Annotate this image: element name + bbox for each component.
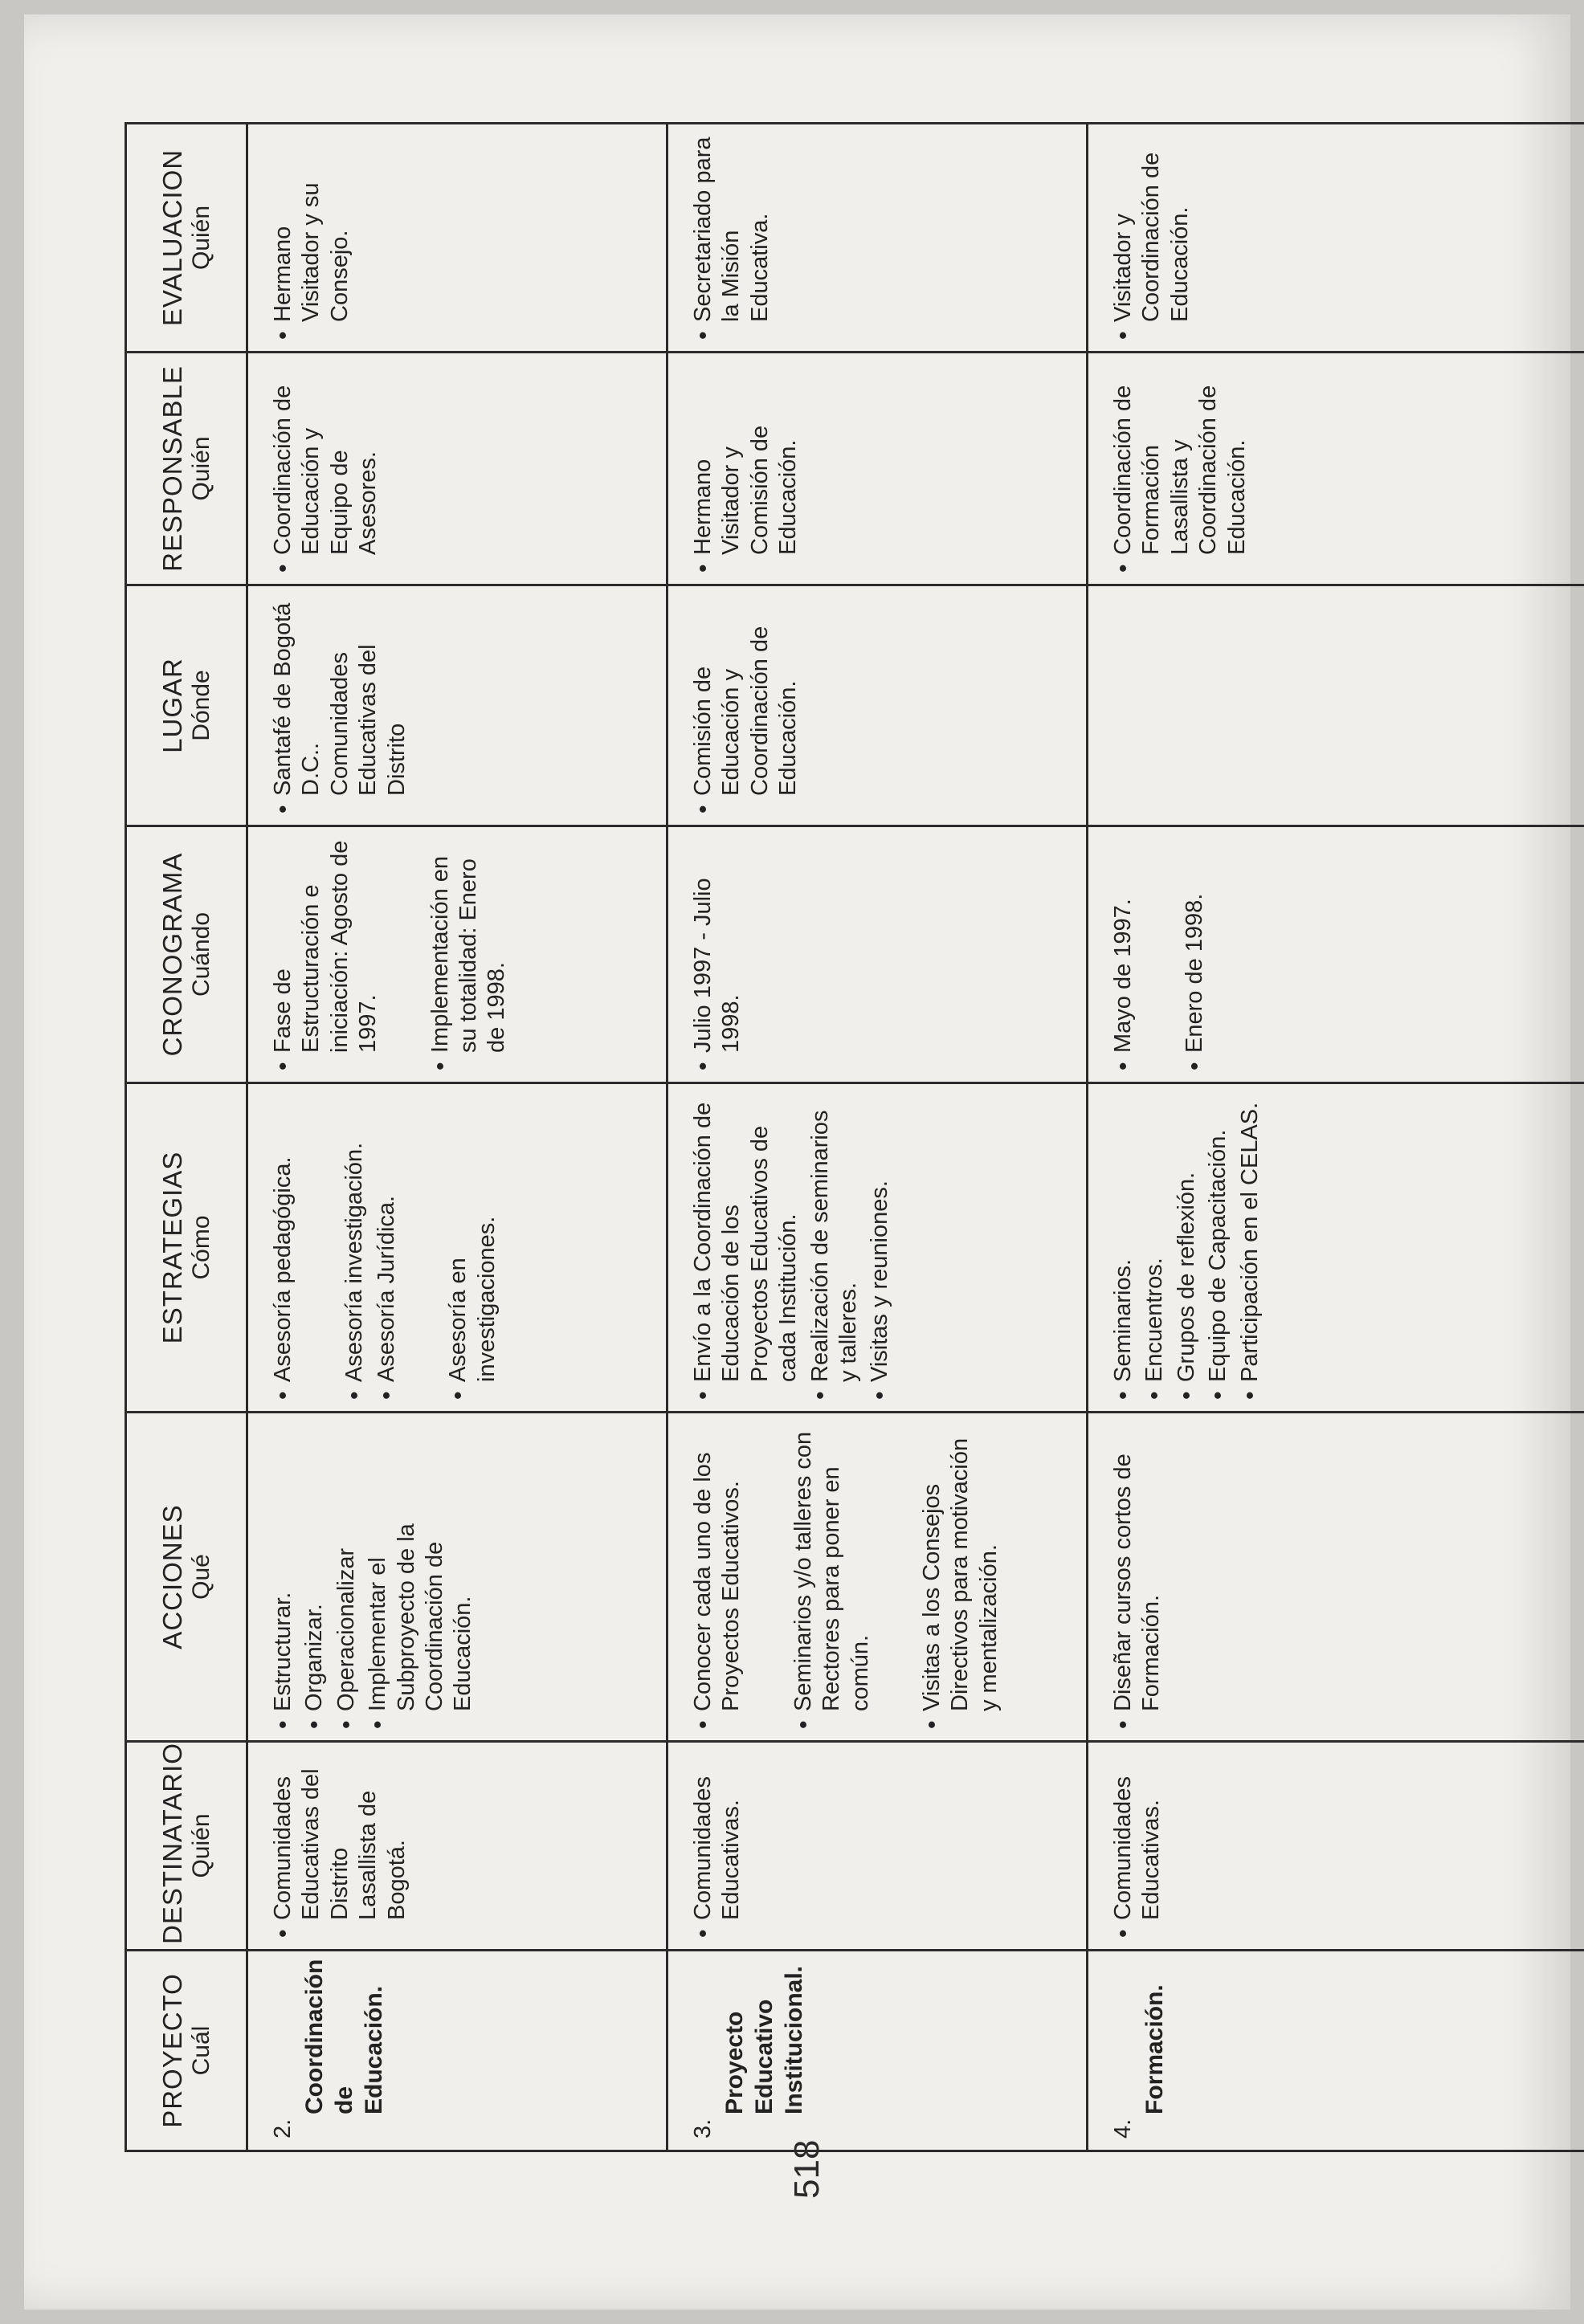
cell-acciones: • Estructurar. • Organizar. • Operacionalizar • Implementar el Subproyecto de la Coordinación de Educación. xyxy=(247,1413,667,1742)
cell-lugar: • Comisión de Educación y Coordinación de Educación. xyxy=(667,585,1088,826)
table-header-row xyxy=(126,124,247,2151)
cell-lugar xyxy=(1088,585,1584,826)
page-number: 518 xyxy=(787,2139,827,2199)
cell-estrategias: • Envío a la Coordinación de Educación de los Proyectos Educativos de cada Institución. • Realización de seminarios y talleres. • Visitas y reuniones. xyxy=(667,1083,1088,1413)
cell-evaluacion: • Secretariado para la Misión Educativa. xyxy=(667,124,1088,353)
cell-acciones: • Conocer cada uno de los Proyectos Educativos. • Seminarios y/o talleres con Rectores para poner en común. • Visitas a los Consejos Directivos para motivación y mentalización. xyxy=(667,1413,1088,1742)
header-estrategias: ESTRATEGIAS Cómo xyxy=(126,1083,247,1413)
planning-table xyxy=(125,122,1584,2152)
header-proyecto: PROYECTO Cuál xyxy=(126,1951,247,2151)
cell-lugar: • Santafé de Bogotá D.C.. Comunidades Educativas del Distrito xyxy=(247,585,667,826)
cell-cronograma: • Fase de Estructuración e iniciación: Agosto de 1997. • Implementación en su totalidad: Enero de 1998. xyxy=(247,826,667,1083)
header-evaluacion: EVALUACION Quién xyxy=(126,124,247,353)
cell-acciones: • Diseñar cursos cortos de Formación. xyxy=(1088,1413,1584,1742)
table-row xyxy=(667,124,1088,2151)
cell-destinatario: • Comunidades Educativas. xyxy=(1088,1742,1584,1951)
cell-responsable: • Coordinación de Formación Lasallista y Coordinación de Educación. xyxy=(1088,353,1584,585)
cell-estrategias: • Asesoría pedagógica. • Asesoría investigación. • Asesoría Jurídica. • Asesoría en investigaciones. xyxy=(247,1083,667,1413)
cell-responsable: • Coordinación de Educación y Equipo de Asesores. xyxy=(247,353,667,585)
planning-table-container xyxy=(125,124,1530,2152)
table-row xyxy=(247,124,667,2151)
header-responsable: RESPONSABLE Quién xyxy=(126,353,247,585)
header-acciones: ACCIONES Qué xyxy=(126,1413,247,1742)
cell-cronograma: • Julio 1997 - Julio 1998. xyxy=(667,826,1088,1083)
cell-responsable: • Hermano Visitador y Comisión de Educación. xyxy=(667,353,1088,585)
cell-destinatario: • Comunidades Educativas del Distrito Lasallista de Bogotá. xyxy=(247,1742,667,1951)
header-destinatario: DESTINATARIO Quién xyxy=(126,1742,247,1951)
cell-proyecto: 3. Proyecto Educativo Institucional. xyxy=(667,1951,1088,2151)
cell-cronograma: • Mayo de 1997. • Enero de 1998. xyxy=(1088,826,1584,1083)
header-lugar: LUGAR Dónde xyxy=(126,585,247,826)
cell-proyecto: 2. Coordinación de Educación. xyxy=(247,1951,667,2151)
cell-estrategias: • Seminarios. • Encuentros. • Grupos de reflexión. • Equipo de Capacitación. • Participación en el CELAS. xyxy=(1088,1083,1584,1413)
cell-evaluacion: • Hermano Visitador y su Consejo. xyxy=(247,124,667,353)
header-cronograma: CRONOGRAMA Cuándo xyxy=(126,826,247,1083)
cell-destinatario: • Comunidades Educativas. xyxy=(667,1742,1088,1951)
table-row xyxy=(1088,124,1584,2151)
cell-evaluacion: • Visitador y Coordinación de Educación. xyxy=(1088,124,1584,353)
cell-proyecto: 4. Formación. xyxy=(1088,1951,1584,2151)
